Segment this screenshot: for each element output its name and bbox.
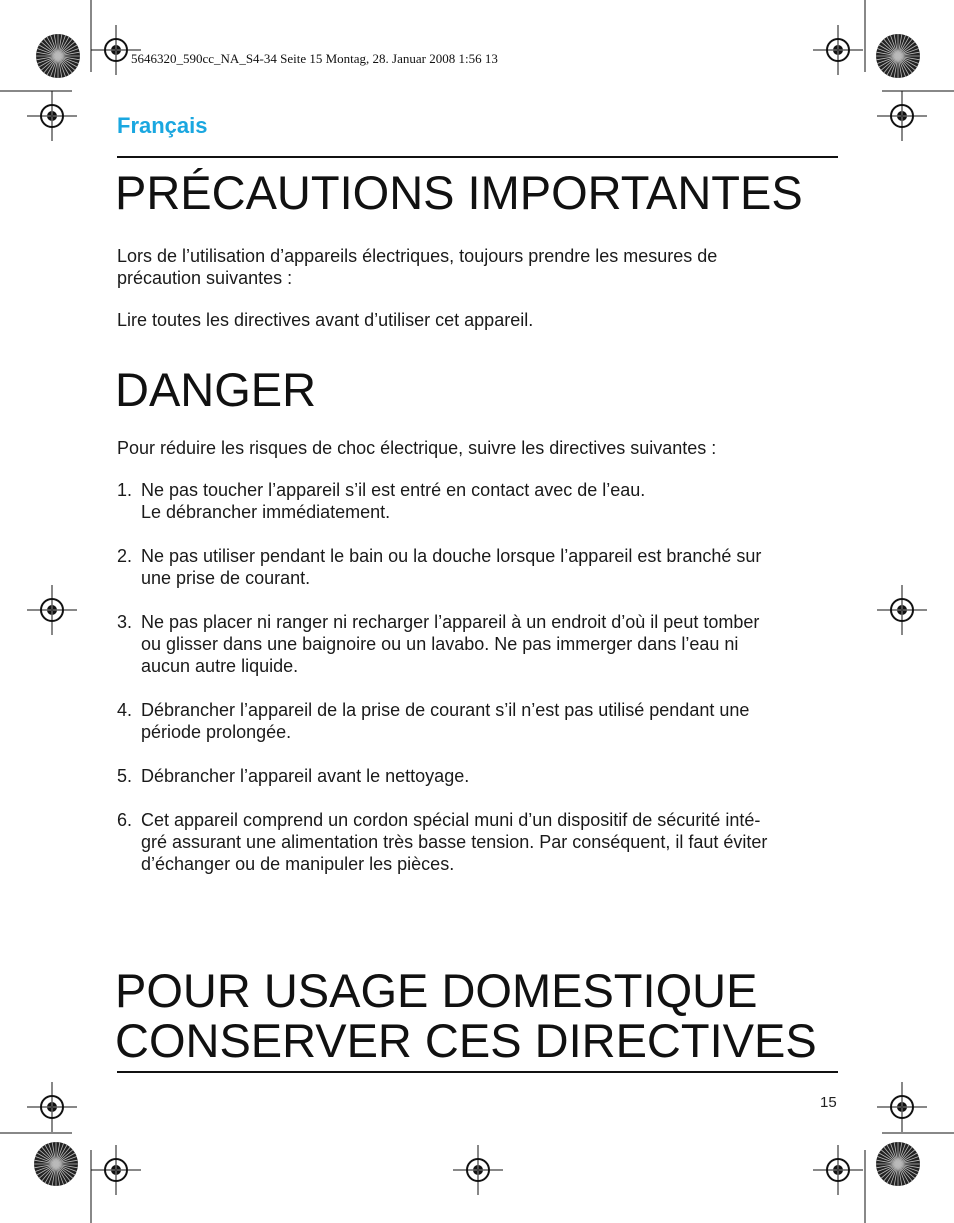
list-item-line: Débrancher l’appareil de la prise de courant s’il n’est pas utilisé pendant une (141, 700, 750, 720)
heading-domestic (115, 966, 817, 1066)
list-item-number: 2. (117, 546, 133, 566)
print-slug: 5646320_590cc_NA_S4-34 Seite 15 Montag, 28. Januar 2008 1:56 13 (131, 51, 498, 66)
list-item (117, 479, 839, 523)
list-item (117, 699, 839, 743)
heading-precautions: PRÉCAUTIONS IMPORTANTES (115, 166, 803, 219)
list-item-line: gré assurant une alimentation très basse tension. Par conséquent, il faut éviter (141, 832, 768, 852)
list-item-line: Cet appareil comprend un cordon spécial muni d’un dispositif de sécurité inté- (141, 810, 761, 830)
list-item-line: Ne pas utiliser pendant le bain ou la douche lorsque l’appareil est branché sur (141, 546, 762, 566)
list-item (117, 611, 839, 677)
list-item (117, 765, 839, 787)
list-item-number: 5. (117, 766, 133, 786)
read-all-paragraph: Lire toutes les directives avant d’utiliser cet appareil. (117, 310, 534, 330)
list-item-number: 4. (117, 700, 133, 720)
intro-paragraph (117, 245, 839, 289)
language-label: Français (117, 113, 208, 138)
intro-line: précaution suivantes : (117, 268, 293, 288)
list-item-line: Ne pas toucher l’appareil s’il est entré en contact avec de l’eau. (141, 480, 646, 500)
list-item (117, 545, 839, 589)
heading-danger: DANGER (115, 363, 317, 416)
star-target-icon (36, 34, 80, 78)
star-target-icon (876, 1142, 920, 1186)
top-rule (117, 156, 838, 158)
list-item-line: Le débrancher immédiatement. (141, 502, 391, 522)
list-item-line: Ne pas placer ni ranger ni recharger l’appareil à un endroit d’où il peut tomber (141, 612, 760, 632)
list-item-line: période prolongée. (141, 722, 292, 742)
list-item-number: 6. (117, 810, 133, 830)
intro-line: Lors de l’utilisation d’appareils électriques, toujours prendre les mesures de (117, 246, 718, 266)
heading-domestic-line: CONSERVER CES DIRECTIVES (115, 1014, 817, 1067)
list-item-line: ou glisser dans une baignoire ou un lavabo. Ne pas immerger dans l’eau ni (141, 634, 739, 654)
star-target-icon (876, 34, 920, 78)
danger-intro: Pour réduire les risques de choc électrique, suivre les directives suivantes : (117, 438, 717, 458)
list-item-number: 1. (117, 480, 133, 500)
list-item-line: d’échanger ou de manipuler les pièces. (141, 854, 455, 874)
page-number: 15 (820, 1094, 837, 1111)
bottom-rule (117, 1071, 838, 1073)
star-target-icon (34, 1142, 78, 1186)
danger-list (117, 479, 839, 897)
list-item-line: aucun autre liquide. (141, 656, 299, 676)
list-item-line: Débrancher l’appareil avant le nettoyage. (141, 766, 470, 786)
list-item-line: une prise de courant. (141, 568, 311, 588)
list-item-number: 3. (117, 612, 133, 632)
heading-domestic-line: POUR USAGE DOMESTIQUE (115, 964, 758, 1017)
list-item (117, 809, 839, 875)
